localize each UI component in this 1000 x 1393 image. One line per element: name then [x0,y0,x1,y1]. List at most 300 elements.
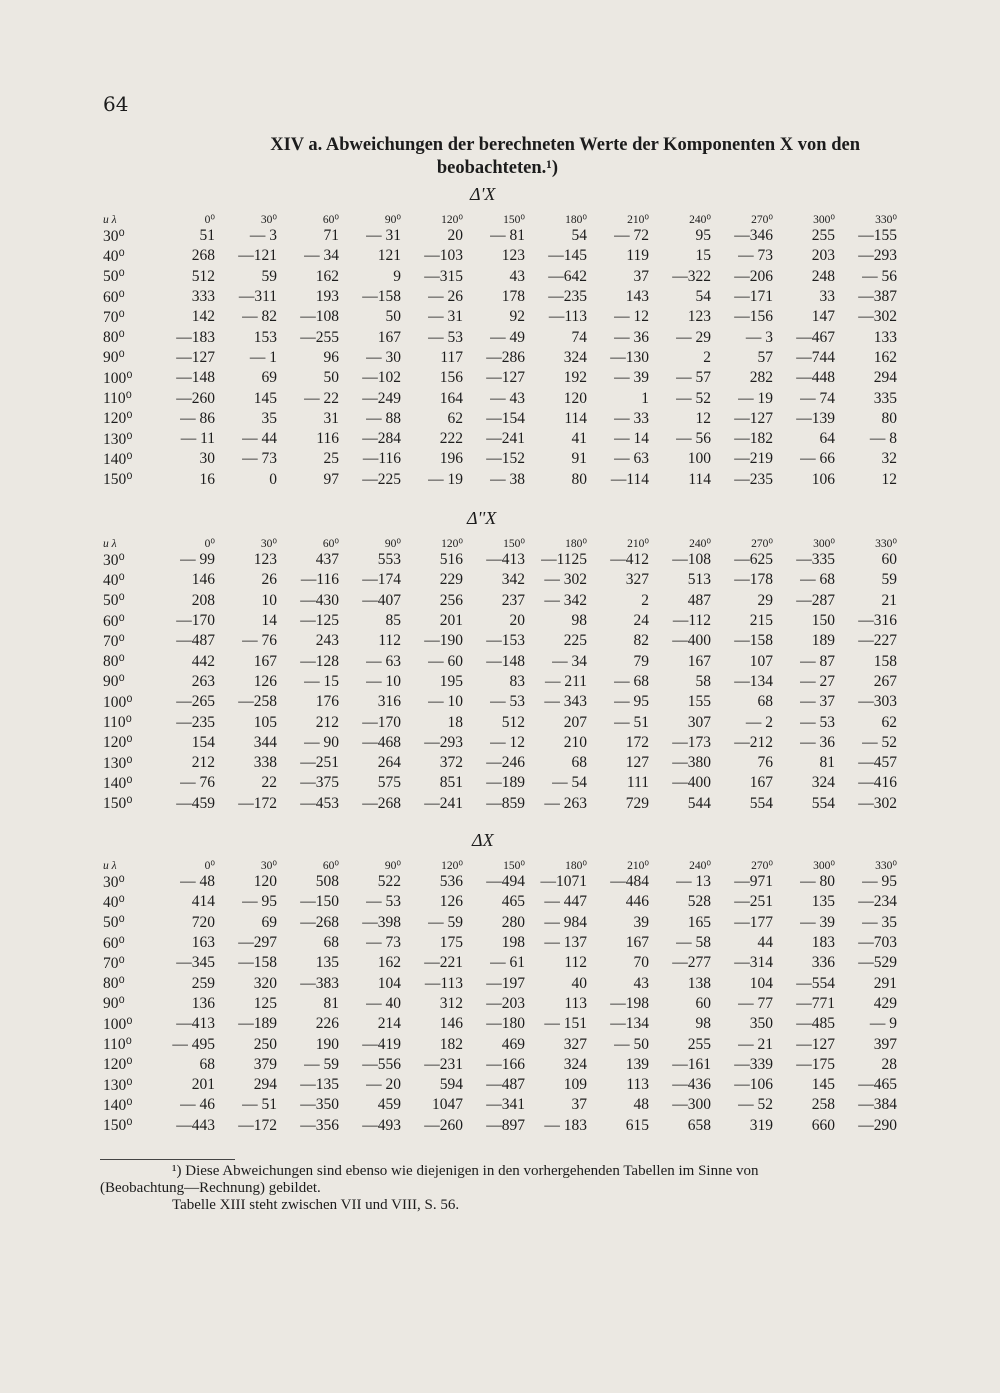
table-cell: — 72 [614,227,649,245]
table-cell: 37 [633,267,649,285]
table-cell: 54 [571,227,587,245]
table-cell: 82 [633,632,649,650]
table-cell: —430 [300,591,339,609]
header-cell: 150⁰ [503,214,525,226]
table-cell: —556 [362,1055,401,1073]
table-cell: 41 [571,430,587,448]
table-cell: —251 [734,893,773,911]
table-cell: —277 [672,954,711,972]
table-cell: — 74 [800,389,835,407]
row-label: 100⁰ [103,369,133,387]
header-cell: 330⁰ [875,214,897,226]
table-cell: — 2 [745,713,773,731]
table-cell: 74 [571,328,587,346]
row-label: 90⁰ [103,995,125,1013]
table-cell: 48 [633,1096,649,1114]
table-cell: 544 [687,794,711,812]
table-cell: 324 [563,1055,587,1073]
table-row [103,307,897,327]
table-cell: 372 [439,754,463,772]
table-cell: 229 [439,571,463,589]
table-cell: —383 [300,974,339,992]
row-label: 40⁰ [103,893,125,911]
table-cell: 35 [261,409,277,427]
table-cell: —153 [486,632,525,650]
table-cell: 333 [191,288,215,306]
table-cell: —178 [734,571,773,589]
header-cell: 300⁰ [813,860,835,872]
table-cell: 95 [695,227,711,245]
table-cell: —246 [486,754,525,772]
table-cell: 59 [261,267,277,285]
row-label: 140⁰ [103,1096,133,1114]
table-cell: — 447 [544,893,587,911]
header-cell: 90⁰ [384,860,401,872]
table-cell: —108 [672,551,711,569]
table-cell: —161 [672,1055,711,1073]
table-cell: —175 [796,1055,835,1073]
table-row [103,733,897,753]
table-cell: —859 [486,794,525,812]
table-cell: — 68 [800,571,835,589]
table-cell: —114 [610,470,649,488]
table-cell: — 95 [242,893,277,911]
table-cell: — 52 [738,1096,773,1114]
table-cell: 554 [749,794,773,812]
table-cell: 176 [315,693,339,711]
table-row [103,773,897,793]
table-cell: 442 [191,652,215,670]
table-cell: —771 [796,994,835,1012]
table-cell: — 39 [614,369,649,387]
table-cell: —235 [548,288,587,306]
table-cell: —311 [238,288,277,306]
table-cell: 33 [819,288,835,306]
table-cell: —436 [672,1076,711,1094]
table-cell: 336 [811,954,835,972]
header-cell: 240⁰ [689,538,711,550]
table-cell: 851 [439,774,463,792]
table-delta-prime-x [103,206,897,490]
table-cell: 60 [881,551,897,569]
header-cell: 60⁰ [322,538,339,550]
table-cell: 92 [509,308,525,326]
table-row [103,1055,897,1075]
table-3-label: ΔX [472,830,494,850]
table-cell: 15 [695,247,711,265]
table-cell: 153 [253,328,277,346]
table-cell: 201 [439,612,463,630]
table-cell: —116 [300,571,339,589]
table-cell: 107 [749,652,773,670]
table-cell: — 12 [614,308,649,326]
title-line-1: XIV a. Abweichungen der berechneten Werte der Komponenten X von den [270,135,860,155]
table-cell: —173 [672,733,711,751]
table-row [103,1116,897,1136]
table-cell: 516 [439,551,463,569]
table-cell: —341 [486,1096,525,1114]
table-cell: —212 [734,733,773,751]
table-cell: 20 [509,612,525,630]
table-cell: 554 [811,794,835,812]
table-cell: —145 [548,247,587,265]
table-cell: 106 [811,470,835,488]
table-cell: —235 [734,470,773,488]
table-cell: — 50 [614,1035,649,1053]
table-cell: — 60 [428,652,463,670]
table-cell: 32 [881,450,897,468]
table-cell: —177 [734,913,773,931]
table-cell: —170 [362,713,401,731]
table-delta-x [103,852,897,1136]
table-cell: — 81 [490,227,525,245]
table-cell: 327 [563,1035,587,1053]
header-cell: 330⁰ [875,538,897,550]
table-cell: —703 [858,934,897,952]
table-cell: 43 [509,267,525,285]
table-cell: 109 [563,1076,587,1094]
table-cell: —134 [610,1015,649,1033]
table-cell: 263 [191,672,215,690]
table-cell: — 90 [304,733,339,751]
table-cell: —303 [858,693,897,711]
table-cell: 429 [873,994,897,1012]
table-cell: 164 [439,389,463,407]
table-cell: 172 [625,733,649,751]
table-cell: —468 [362,733,401,751]
table-cell: —335 [796,551,835,569]
row-label: 90⁰ [103,673,125,691]
table-cell: —387 [858,288,897,306]
table-row [103,550,897,570]
table-cell: —400 [672,774,711,792]
table-cell: 324 [563,348,587,366]
table-cell: —315 [424,267,463,285]
row-label: 60⁰ [103,934,125,952]
table-cell: —1071 [540,873,587,891]
table-cell: 264 [377,754,401,772]
table-cell: —125 [300,612,339,630]
table-cell: — 82 [242,308,277,326]
table-cell: 135 [315,954,339,972]
table-cell: 267 [873,672,897,690]
table-cell: —171 [734,288,773,306]
row-label: 60⁰ [103,612,125,630]
table-cell: 39 [633,913,649,931]
table-cell: 536 [439,873,463,891]
table-cell: 237 [501,591,525,609]
row-label: 70⁰ [103,632,125,650]
table-cell: 178 [501,288,525,306]
table-cell: —345 [176,954,215,972]
header-cell: 330⁰ [875,860,897,872]
table-cell: 335 [873,389,897,407]
header-cell: 150⁰ [503,538,525,550]
table-cell: 615 [625,1116,649,1134]
table-cell: 190 [315,1035,339,1053]
table-cell: 51 [199,227,215,245]
table-cell: —158 [362,288,401,306]
table-cell: 9 [393,267,401,285]
table-cell: 150 [811,612,835,630]
header-cell: 180⁰ [565,860,587,872]
table-cell: 162 [315,267,339,285]
table-cell: 2 [703,348,711,366]
table-cell: —197 [486,974,525,992]
header-cell: 0⁰ [204,214,215,226]
header-cell: 90⁰ [384,538,401,550]
table-cell: 167 [377,328,401,346]
table-cell: —268 [300,913,339,931]
table-row [103,872,897,892]
table-cell: — 77 [738,994,773,1012]
table-row [103,348,897,368]
table-cell: —493 [362,1116,401,1134]
table-cell: 50 [323,369,339,387]
table-cell: 210 [563,733,587,751]
row-label: 80⁰ [103,975,125,993]
table-cell: 327 [625,571,649,589]
table-row [103,973,897,993]
table-cell: 111 [626,774,649,792]
table-cell: —625 [734,551,773,569]
table-cell: —227 [858,632,897,650]
table-cell: —1125 [541,551,587,569]
table-cell: —467 [796,328,835,346]
table-cell: —459 [176,794,215,812]
table-cell: 20 [447,227,463,245]
table-cell: 123 [687,308,711,326]
header-cell: 150⁰ [503,860,525,872]
table-cell: 167 [253,652,277,670]
table-cell: 133 [873,328,897,346]
table-cell: 98 [571,612,587,630]
table-cell: 344 [253,733,277,751]
table-cell: 10 [261,591,277,609]
header-cell: 30⁰ [260,214,277,226]
table-cell: 594 [439,1076,463,1094]
table-cell: —260 [424,1116,463,1134]
table-cell: —297 [238,934,277,952]
table-cell: 338 [253,754,277,772]
table-cell: 208 [191,591,215,609]
table-row [103,246,897,266]
table-cell: — 19 [738,389,773,407]
table-cell: —293 [424,733,463,751]
table-cell: 163 [191,934,215,952]
table-cell: —148 [176,369,215,387]
table-cell: —255 [300,328,339,346]
row-label: 90⁰ [103,349,125,367]
table-cell: —221 [424,954,463,972]
header-cell: 210⁰ [627,538,649,550]
row-label: 30⁰ [103,227,125,245]
header-cell: 180⁰ [565,214,587,226]
row-label: 40⁰ [103,571,125,589]
table-row [103,470,897,490]
table-cell: — 53 [800,713,835,731]
table-cell: 189 [811,632,835,650]
table-cell: —108 [300,308,339,326]
table-cell: 167 [687,652,711,670]
row-label: 150⁰ [103,795,133,813]
table-cell: 68 [757,693,773,711]
table-cell: 1 [641,389,649,407]
table-cell: 183 [811,934,835,952]
table-cell: 513 [687,571,711,589]
row-label: 130⁰ [103,754,133,772]
table-row [103,388,897,408]
table-cell: — 53 [428,328,463,346]
table-cell: 68 [323,934,339,952]
table-cell: —206 [734,267,773,285]
table-cell: —484 [610,873,649,891]
table-cell: 193 [315,288,339,306]
table-cell: 43 [633,974,649,992]
table-cell: — 76 [242,632,277,650]
table-cell: 123 [501,247,525,265]
table-cell: — 52 [862,733,897,751]
table-cell: 113 [626,1076,649,1094]
table-cell: — 56 [676,430,711,448]
table-row [103,429,897,449]
table-cell: 57 [757,348,773,366]
table-cell: — 38 [490,470,525,488]
table-cell: 225 [563,632,587,650]
table-cell: 307 [687,713,711,731]
table-cell: 1047 [432,1096,463,1114]
table-cell: —260 [176,389,215,407]
table-cell: 79 [633,652,649,670]
row-label: 50⁰ [103,592,125,610]
table-cell: 720 [191,913,215,931]
row-label: 60⁰ [103,288,125,306]
header-cell: 300⁰ [813,214,835,226]
header-axis-label: u λ [103,538,117,550]
table-cell: 29 [757,591,773,609]
table-cell: 104 [749,974,773,992]
table-cell: 487 [687,591,711,609]
header-axis-label: u λ [103,214,117,226]
table-row [103,368,897,388]
table-cell: —166 [486,1055,525,1073]
table-cell: — 80 [800,873,835,891]
table-cell: 214 [377,1015,401,1033]
row-label: 130⁰ [103,1076,133,1094]
table-cell: 123 [253,551,277,569]
table-cell: 68 [199,1055,215,1073]
table-cell: — 35 [862,913,897,931]
table-cell: —249 [362,389,401,407]
header-cell: 0⁰ [204,538,215,550]
table-cell: 156 [439,369,463,387]
table-cell: — 3 [745,328,773,346]
row-label: 80⁰ [103,653,125,671]
table-cell: —128 [300,652,339,670]
table-row [103,933,897,953]
table-cell: 291 [873,974,897,992]
table-cell: — 11 [180,430,215,448]
table-cell: —971 [734,873,773,891]
table-cell: —465 [858,1076,897,1094]
table-cell: — 52 [676,389,711,407]
table-cell: 59 [881,571,897,589]
table-cell: — 51 [242,1096,277,1114]
table-cell: — 63 [366,652,401,670]
table-cell: 68 [571,754,587,772]
table-cell: 96 [323,348,339,366]
table-cell: 294 [873,369,897,387]
table-cell: 105 [253,713,277,731]
table-cell: —350 [300,1096,339,1114]
footnote [100,1163,880,1214]
table-cell: —287 [796,591,835,609]
table-cell: —316 [858,612,897,630]
title-line-2: beobachteten.¹) [436,158,558,178]
table-cell: — 137 [544,934,587,952]
table-cell: 120 [563,389,587,407]
table-cell: — 31 [428,308,463,326]
table-cell: 2 [641,591,649,609]
table-cell: 282 [749,369,773,387]
table-cell: —183 [176,328,215,346]
table-cell: —158 [238,954,277,972]
table-cell: — 40 [366,994,401,1012]
table-cell: 162 [377,954,401,972]
table-cell: — 66 [800,450,835,468]
table-cell: 71 [323,227,339,245]
header-cell: 60⁰ [322,860,339,872]
table-cell: 26 [261,571,277,589]
table-cell: — 63 [614,450,649,468]
table-cell: 104 [377,974,401,992]
table-cell: 145 [253,389,277,407]
table-cell: —103 [424,247,463,265]
row-label: 120⁰ [103,410,133,428]
table-cell: — 44 [242,430,277,448]
table-cell: 22 [261,774,277,792]
table-cell: — 21 [738,1035,773,1053]
table-cell: —398 [362,913,401,931]
table-cell: 113 [564,994,587,1012]
row-label: 110⁰ [103,390,132,408]
row-label: 30⁰ [103,873,125,891]
table-cell: —155 [858,227,897,245]
table-cell: —416 [858,774,897,792]
table-cell: —235 [176,713,215,731]
table-cell: 112 [378,632,401,650]
table-cell: — 56 [862,267,897,285]
table-1-label: Δ'X [470,184,496,204]
table-cell: 320 [253,974,277,992]
table-row [103,994,897,1014]
table-cell: 127 [625,754,649,772]
table-cell: —529 [858,954,897,972]
table-cell: 44 [757,934,773,952]
table-cell: 70 [633,954,649,972]
row-label: 50⁰ [103,914,125,932]
table-cell: 50 [385,308,401,326]
table-cell: 512 [191,267,215,285]
header-cell: 270⁰ [751,538,773,550]
table-cell: 414 [191,893,215,911]
table-cell: —286 [486,348,525,366]
table-cell: —290 [858,1116,897,1134]
row-label: 130⁰ [103,430,133,448]
table-cell: 69 [261,369,277,387]
table-cell: 248 [811,267,835,285]
table-cell: —419 [362,1035,401,1053]
